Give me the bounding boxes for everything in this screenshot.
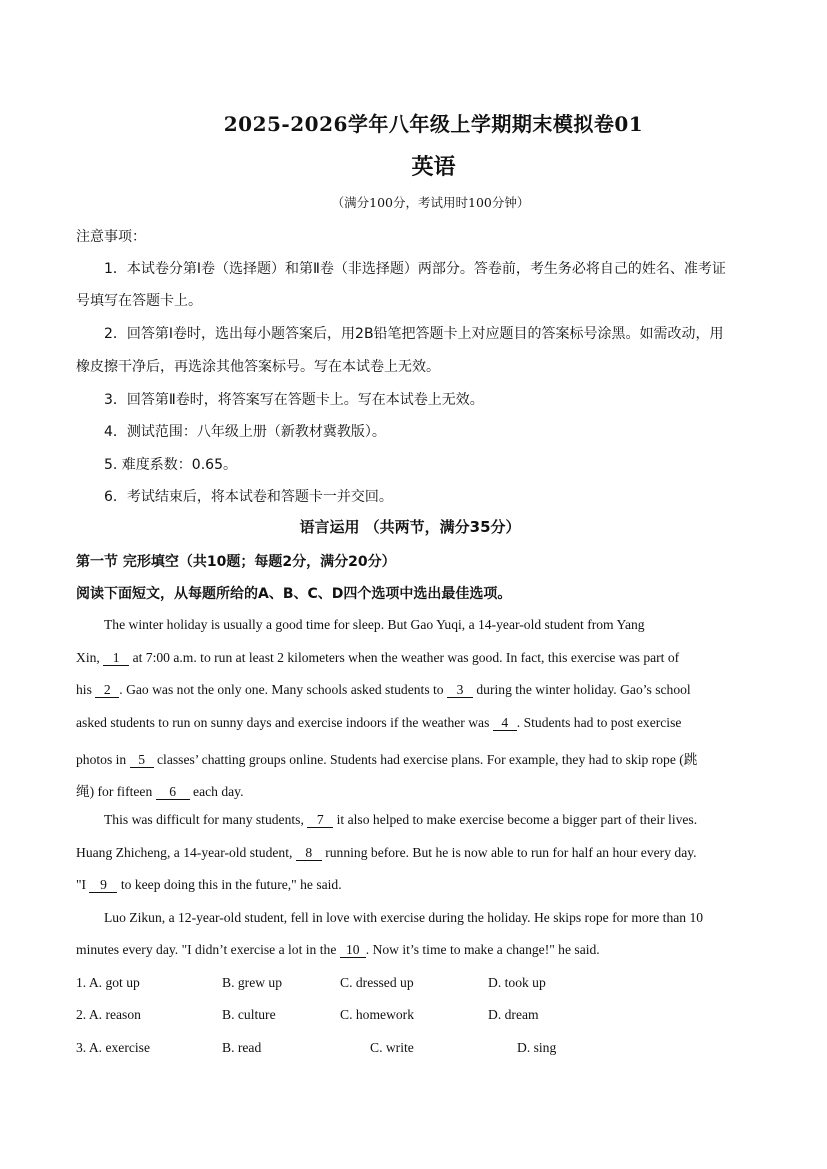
notice-heading: 注意事项：: [76, 229, 146, 245]
question-3-option-d: D. sing: [517, 1040, 557, 1055]
notice-item-1: 1．本试卷分第Ⅰ卷（选择题）和第Ⅱ卷（非选择题）两部分。答卷前，考生务必将自己的姓名、准考证: [104, 261, 726, 277]
blank-1: 1: [103, 651, 129, 666]
blank-2: 2: [95, 683, 119, 698]
subject-title: 英语: [411, 154, 456, 180]
notice-item-4: 4．测试范围：八年级上册（新教材冀教版）。: [104, 424, 386, 440]
blank-5: 5: [130, 753, 154, 768]
question-3-option-a: 3. A. exercise: [76, 1040, 150, 1055]
question-1-option-a: 1. A. got up: [76, 975, 140, 990]
exam-title: 2025-2026学年八年级上学期期末模拟卷01: [223, 112, 644, 136]
question-2-option-d: D. dream: [488, 1007, 539, 1022]
question-2-option-c: C. homework: [340, 1007, 415, 1022]
notice-item-5: 5. 难度系数：0.65。: [104, 457, 237, 473]
blank-10: 10: [340, 943, 366, 958]
blank-8: 8: [296, 846, 322, 861]
blank-6: 6: [156, 785, 190, 800]
passage-line: his 2 . Gao was not the only one. Many schools asked students to 3 during the winter holiday. Gao’s school: [76, 682, 691, 697]
passage-line: asked students to run on sunny days and exercise indoors if the weather was 4 . Students had to post exercise: [76, 715, 682, 730]
passage-line: "I 9 to keep doing this in the future," he said.: [76, 877, 342, 892]
passage-line: photos in 5 classes’ chatting groups online. Students had exercise plans. For example, they had to skip rope (跳: [76, 752, 698, 767]
question-1-option-c: C. dressed up: [340, 975, 414, 990]
score-info: （满分100分，考试用时100分钟）: [331, 195, 530, 210]
passage-line: Huang Zhicheng, a 14-year-old student, 8 running before. But he is now able to run for half an hour every day.: [76, 845, 697, 860]
notice-item-3: 3．回答第Ⅱ卷时，将答案写在答题卡上。写在本试卷上无效。: [104, 392, 484, 408]
passage-line: Xin, 1 at 7:00 a.m. to run at least 2 kilometers when the weather was good. In fact, this exercise was part of: [76, 650, 680, 665]
notice-item-1-cont: 号填写在答题卡上。: [76, 293, 202, 309]
question-3-option-c: C. write: [370, 1040, 414, 1055]
question-2-option-b: B. culture: [222, 1007, 276, 1022]
blank-7: 7: [307, 813, 333, 828]
passage-line: Luo Zikun, a 12-year-old student, fell in love with exercise during the holiday. He skips rope for more than 10: [104, 910, 704, 925]
passage-line: This was difficult for many students, 7 it also helped to make exercise become a bigger part of their lives.: [104, 812, 698, 827]
notice-item-2-cont: 橡皮擦干净后，再选涂其他答案标号。写在本试卷上无效。: [76, 359, 440, 375]
question-1-option-b: B. grew up: [222, 975, 283, 990]
passage-line: minutes every day. "I didn’t exercise a lot in the 10 . Now it’s time to make a change!" he said.: [76, 942, 600, 957]
question-1-option-d: D. took up: [488, 975, 546, 990]
blank-9: 9: [89, 878, 117, 893]
question-2-option-a: 2. A. reason: [76, 1007, 141, 1022]
part-instruction: 阅读下面短文，从每题所给的A、B、C、D四个选项中选出最佳选项。: [76, 586, 512, 602]
section-title: 语言运用 （共两节，满分35分）: [299, 518, 521, 536]
passage-line: The winter holiday is usually a good time for sleep. But Gao Yuqi, a 14-year-old student from Yang: [104, 617, 645, 632]
question-3-option-b: B. read: [222, 1040, 262, 1055]
blank-3: 3: [447, 683, 473, 698]
notice-item-6: 6．考试结束后，将本试卷和答题卡一并交回。: [104, 489, 393, 505]
passage-line: 绳) for fifteen 6 each day.: [76, 784, 244, 799]
blank-4: 4: [493, 716, 517, 731]
notice-item-2: 2．回答第Ⅰ卷时，选出每小题答案后，用2B铅笔把答题卡上对应题目的答案标号涂黑。如需改动，用: [104, 326, 724, 342]
part-title: 第一节 完形填空（共10题；每题2分，满分20分）: [76, 554, 396, 570]
